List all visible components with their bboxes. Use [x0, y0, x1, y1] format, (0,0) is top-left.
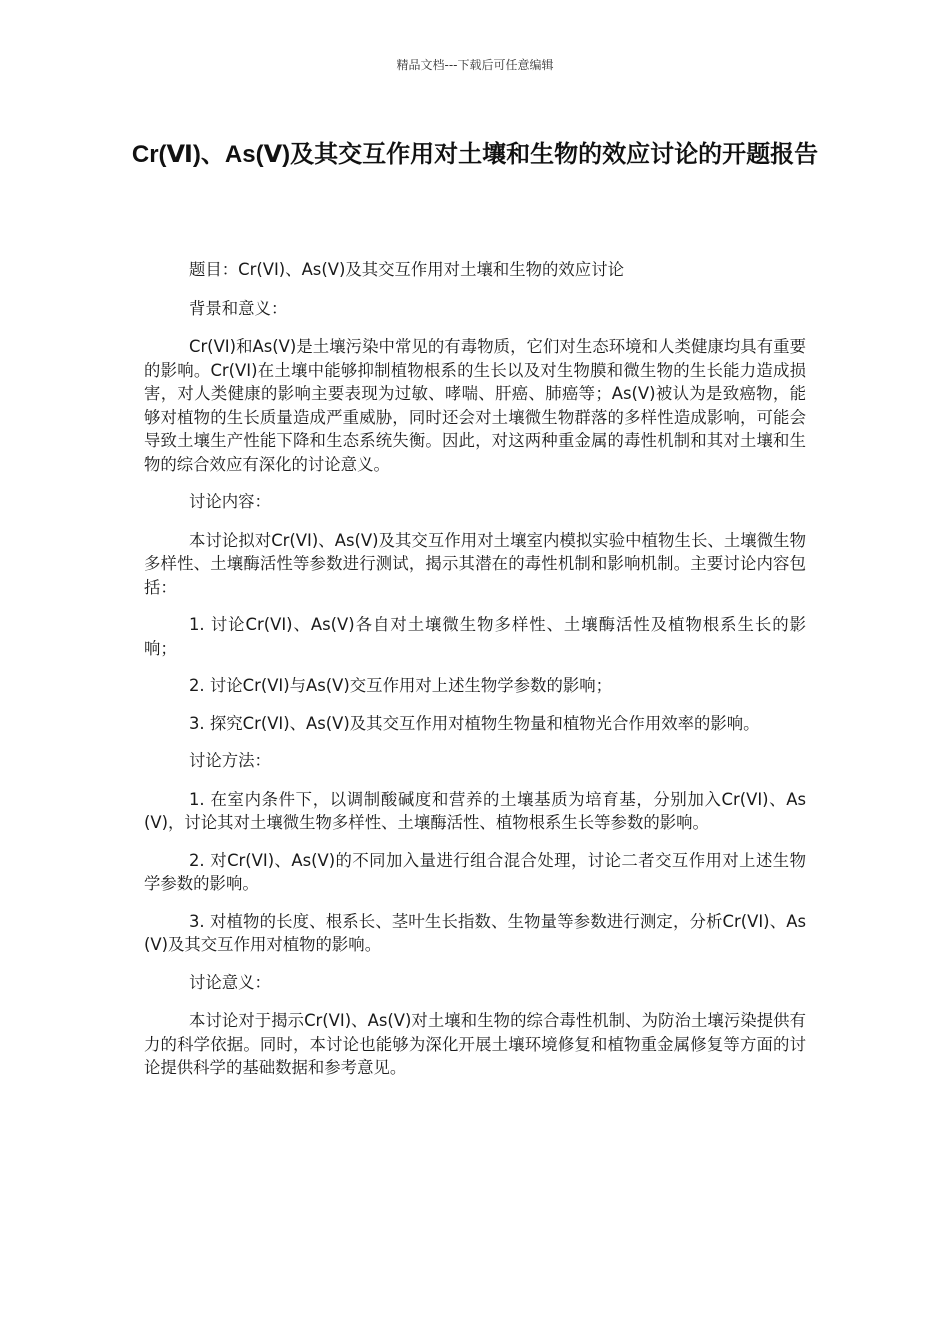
content-paragraph: 本讨论拟对Cr(VI)、As(V)及其交互作用对土壤室内模拟实验中植物生长、土壤微生物多样性、土壤酶活性等参数进行测试，揭示其潜在的毒性机制和影响机制。主要讨论内容包括： — [144, 530, 806, 597]
page-header-note: 精品文档---下载后可任意编辑 — [396, 58, 554, 72]
section-heading-methods: 讨论方法： — [189, 751, 271, 770]
section-heading-background: 背景和意义： — [189, 298, 288, 318]
significance-paragraph: 本讨论对于揭示Cr(VI)、As(V)对土壤和生物的综合毒性机制、为防治土壤污染提供有力的科学依据。同时，本讨论也能够为深化开展土壤环境修复和植物重金属修复等方面的讨论提供科学的基础数据和参考意见。 — [144, 1011, 806, 1077]
section-heading-content: 讨论内容： — [189, 492, 271, 511]
content-item-1: 1. 讨论Cr(VI)、As(V)各自对土壤微生物多样性、土壤酶活性及植物根系生长的影响； — [144, 615, 806, 658]
content-item-2: 2. 讨论Cr(VI)与As(V)交互作用对上述生物学参数的影响； — [189, 676, 613, 695]
method-item-3: 3. 对植物的长度、根系长、茎叶生长指数、生物量等参数进行测定，分析Cr(VI)、As(V)及其交互作用对植物的影响。 — [144, 911, 806, 954]
section-heading-significance: 讨论意义： — [189, 972, 271, 992]
document-body — [144, 258, 806, 1094]
method-item-1: 1. 在室内条件下，以调制酸碱度和营养的土壤基质为培育基，分别加入Cr(VI)、As(V)，讨论其对土壤微生物多样性、土壤酶活性、植物根系生长等参数的影响。 — [144, 789, 806, 832]
topic-line: 题目：Cr(VI)、As(V)及其交互作用对土壤和生物的效应讨论 — [189, 260, 624, 279]
background-paragraph: Cr(VI)和As(V)是土壤污染中常见的有毒物质，它们对生态环境和人类健康均具有重要的影响。Cr(VI)在土壤中能够抑制植物根系的生长以及对生物膜和微生物的生长能力造成损害，对人类健康的影响主要表现为过敏、哮喘、肝癌、肺癌等；As(V)被认为是致癌物，能够对植物的生长质量造成严重威胁，同时还会对土壤微生物群落的多样性造成影响，可能会导致土壤生产性能下降和生态系统失衡。因此，对这两种重金属的毒性机制和其对土壤和生物的综合效应有深化的讨论意义。 — [144, 337, 806, 474]
method-item-2: 2. 对Cr(VI)、As(V)的不同加入量进行组合混合处理，讨论二者交互作用对上述生物学参数的影响。 — [144, 850, 806, 893]
content-item-3: 3. 探究Cr(VI)、As(V)及其交互作用对植物生物量和植物光合作用效率的影响。 — [189, 713, 760, 733]
document-title: Cr(Ⅵ)、As(Ⅴ)及其交互作用对土壤和生物的效应讨论的开题报告 — [131, 141, 819, 168]
